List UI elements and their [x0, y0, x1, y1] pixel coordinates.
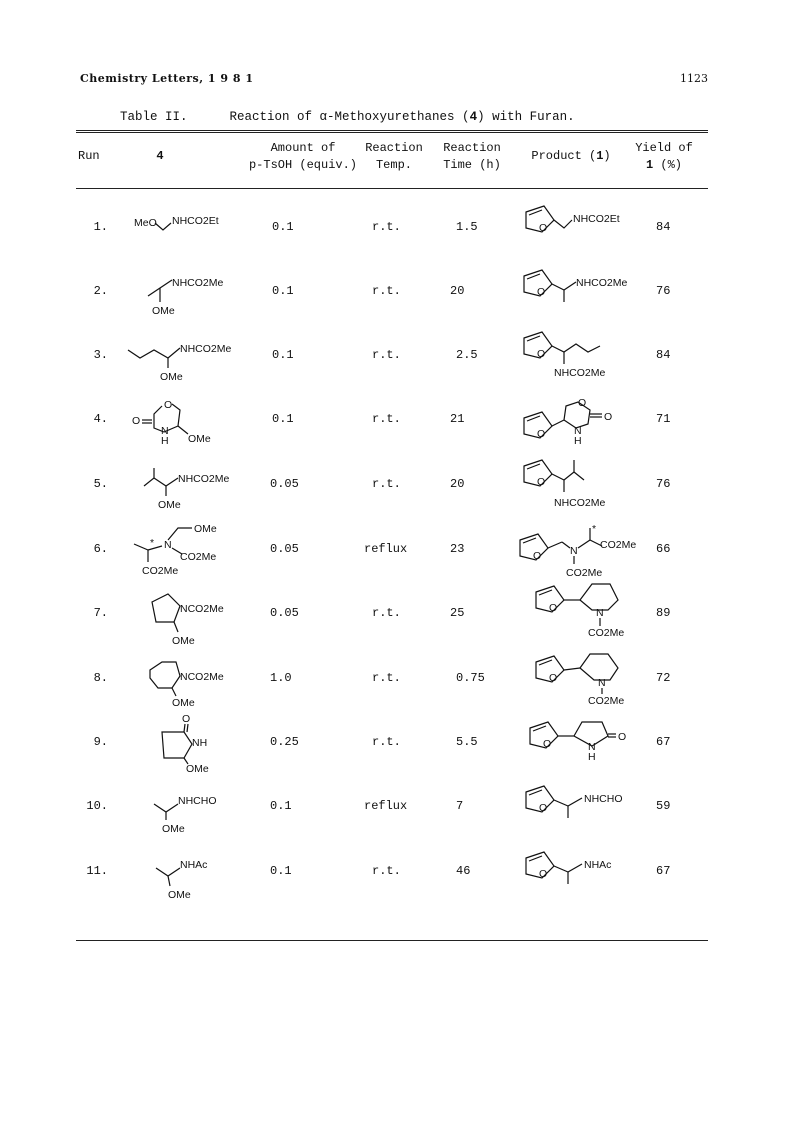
- temp-value: r.t.: [372, 606, 401, 620]
- atom-label: *: [150, 537, 155, 549]
- time-value: 20: [450, 284, 465, 298]
- col-product: [516, 148, 626, 165]
- atom-label: NCO2Me: [180, 671, 224, 683]
- atom-label: NHCHO: [584, 793, 623, 805]
- time-value: 20: [450, 477, 465, 491]
- time-value: 7: [456, 799, 464, 813]
- amount-value: 0.05: [270, 542, 299, 556]
- temp-value: r.t.: [372, 864, 401, 878]
- product-structure: [518, 456, 648, 512]
- table-top-rule: [76, 130, 708, 133]
- time-value: 46: [456, 864, 471, 878]
- caption-label: Table II.: [120, 110, 188, 124]
- atom-label: CO2Me: [180, 551, 217, 563]
- product-structure: [518, 328, 648, 384]
- time-value: 1.5: [456, 220, 478, 234]
- atom-label: N: [161, 425, 169, 437]
- amount-value: 0.1: [270, 799, 292, 813]
- yield-value: 71: [656, 412, 671, 426]
- atom-label: CO2Me: [588, 695, 625, 707]
- atom-label: OMe: [188, 433, 211, 445]
- atom-label: N: [164, 539, 172, 551]
- atom-label: O: [618, 731, 627, 743]
- atom-label: N: [574, 425, 582, 437]
- atom-label: N: [598, 677, 606, 689]
- atom-label: H: [588, 751, 596, 763]
- atom-label: OMe: [172, 635, 195, 647]
- substrate-structure: [140, 588, 250, 648]
- product-structure: [518, 200, 648, 240]
- time-value: 23: [450, 542, 465, 556]
- product-structure: [530, 646, 650, 708]
- atom-label: H: [161, 435, 169, 447]
- atom-label: O: [539, 802, 548, 814]
- yield-value: 84: [656, 220, 671, 234]
- time-value: 2.5: [456, 348, 478, 362]
- temp-value: r.t.: [372, 284, 401, 298]
- time-value: 25: [450, 606, 465, 620]
- atom-label: NHCO2Et: [172, 215, 219, 227]
- product-structure: [518, 266, 648, 310]
- col-yield-line2: [626, 157, 702, 174]
- atom-label: NCO2Me: [180, 603, 224, 615]
- product-structure: [520, 846, 648, 892]
- substrate-structure: [130, 208, 250, 238]
- time-value: 5.5: [456, 735, 478, 749]
- atom-label: NHCO2Me: [554, 497, 606, 509]
- time-value: 21: [450, 412, 465, 426]
- substrate-structure: [148, 790, 250, 836]
- atom-label: N: [596, 607, 604, 619]
- atom-label: O: [537, 428, 546, 440]
- product-structure: [518, 396, 648, 448]
- amount-value: 0.05: [270, 477, 299, 491]
- caption-text-after: ) with Furan.: [477, 110, 575, 124]
- col-yield-compound: 1: [645, 158, 654, 172]
- run-number: 6.: [93, 542, 108, 556]
- atom-label: CO2Me: [600, 539, 637, 551]
- amount-value: 0.25: [270, 735, 299, 749]
- run-number: 4.: [93, 412, 108, 426]
- atom-label: O: [543, 738, 552, 750]
- run-number: 3.: [93, 348, 108, 362]
- col-time-line1: Reaction: [443, 141, 501, 155]
- atom-label: NHAc: [180, 859, 208, 871]
- atom-label: O: [533, 550, 542, 562]
- atom-label: H: [574, 435, 582, 447]
- atom-label: NHCHO: [178, 795, 217, 807]
- col-amount-line1: Amount of: [270, 141, 336, 155]
- run-number: 7.: [93, 606, 108, 620]
- col-time: [434, 140, 510, 174]
- yield-value: 84: [656, 348, 671, 362]
- product-structure: [524, 716, 648, 764]
- col-yield-line1: Yield of: [635, 141, 693, 155]
- page-number: 1123: [680, 72, 708, 85]
- run-number: 9.: [93, 735, 108, 749]
- atom-label: MeO: [134, 217, 157, 229]
- amount-value: 0.1: [272, 284, 294, 298]
- yield-value: 67: [656, 864, 671, 878]
- col-temp-line1: Reaction: [365, 141, 423, 155]
- atom-label: NHCO2Me: [576, 277, 628, 289]
- temp-value: reflux: [364, 799, 408, 813]
- substrate-structure: [140, 466, 250, 516]
- yield-value: 72: [656, 671, 671, 685]
- atom-label: OMe: [172, 697, 195, 709]
- atom-label: NH: [192, 737, 208, 749]
- atom-label: CO2Me: [566, 567, 603, 579]
- product-structure: [514, 518, 648, 582]
- atom-label: O: [537, 286, 546, 298]
- yield-value: 66: [656, 542, 671, 556]
- temp-value: reflux: [364, 542, 408, 556]
- atom-label: OMe: [160, 371, 183, 383]
- temp-value: r.t.: [372, 671, 401, 685]
- run-number: 2.: [93, 284, 108, 298]
- yield-value: 89: [656, 606, 671, 620]
- amount-value: 0.1: [272, 412, 294, 426]
- caption-compound: 4: [469, 110, 478, 124]
- atom-label: OMe: [158, 499, 181, 511]
- yield-value: 59: [656, 799, 671, 813]
- run-number: 11.: [86, 864, 108, 878]
- col-time-line2: Time (h): [443, 158, 501, 172]
- atom-label: O: [164, 399, 173, 411]
- header-rule: [76, 188, 708, 189]
- atom-label: O: [182, 713, 191, 725]
- temp-value: r.t.: [372, 735, 401, 749]
- col-amount-line2: p-TsOH (equiv.): [248, 158, 358, 172]
- col-product-label: Product (: [531, 149, 597, 163]
- time-value: 0.75: [456, 671, 485, 685]
- atom-label: NHAc: [584, 859, 612, 871]
- atom-label: CO2Me: [142, 565, 179, 577]
- amount-value: 1.0: [270, 671, 292, 685]
- run-number: 8.: [93, 671, 108, 685]
- atom-label: O: [539, 222, 548, 234]
- col-temp-line2: Temp.: [375, 158, 412, 172]
- atom-label: O: [132, 415, 141, 427]
- col-temp: [356, 140, 432, 174]
- col-run: Run: [78, 149, 100, 163]
- col-yield: [626, 140, 702, 174]
- journal-header: Chemistry Letters, 1 9 8 1: [80, 72, 254, 85]
- substrate-structure: [140, 276, 250, 320]
- yield-value: 76: [656, 284, 671, 298]
- table-bottom-rule: [76, 940, 708, 941]
- substrate-structure: [140, 656, 250, 712]
- atom-label: O: [578, 397, 587, 409]
- yield-value: 67: [656, 735, 671, 749]
- atom-label: NHCO2Me: [178, 473, 230, 485]
- atom-label: O: [549, 672, 558, 684]
- atom-label: NHCO2Me: [180, 343, 232, 355]
- atom-label: OMe: [168, 889, 191, 901]
- run-number: 10.: [86, 799, 108, 813]
- temp-value: r.t.: [372, 220, 401, 234]
- atom-label: O: [537, 348, 546, 360]
- atom-label: NHCO2Me: [554, 367, 606, 379]
- atom-label: NHCO2Et: [573, 213, 620, 225]
- atom-label: OMe: [194, 523, 217, 535]
- atom-label: *: [592, 523, 597, 535]
- run-number: 1.: [93, 220, 108, 234]
- atom-label: O: [537, 476, 546, 488]
- temp-value: r.t.: [372, 412, 401, 426]
- atom-label: N: [570, 545, 578, 557]
- atom-label: CO2Me: [588, 627, 625, 639]
- substrate-structure: [128, 518, 250, 580]
- atom-label: OMe: [186, 763, 209, 775]
- amount-value: 0.1: [272, 348, 294, 362]
- col-product-compound: 1: [596, 149, 604, 163]
- substrate-structure: [150, 710, 250, 774]
- temp-value: r.t.: [372, 477, 401, 491]
- product-structure: [520, 780, 648, 826]
- amount-value: 0.05: [270, 606, 299, 620]
- col-amount: [238, 140, 368, 174]
- substrate-structure: [124, 340, 250, 386]
- atom-label: NHCO2Me: [172, 277, 224, 289]
- atom-label: OMe: [162, 823, 185, 835]
- temp-value: r.t.: [372, 348, 401, 362]
- atom-label: OMe: [152, 305, 175, 317]
- atom-label: N: [588, 741, 596, 753]
- table-caption: [120, 110, 575, 124]
- atom-label: O: [549, 602, 558, 614]
- col-product-close: ): [603, 149, 611, 163]
- col-substrate: 4: [156, 149, 164, 163]
- amount-value: 0.1: [270, 864, 292, 878]
- caption-text-before: Reaction of α-Methoxyurethanes (: [229, 110, 470, 124]
- yield-value: 76: [656, 477, 671, 491]
- amount-value: 0.1: [272, 220, 294, 234]
- run-number: 5.: [93, 477, 108, 491]
- substrate-structure: [152, 854, 250, 904]
- product-structure: [530, 576, 650, 642]
- col-yield-unit: (%): [660, 158, 682, 172]
- substrate-structure: [128, 396, 250, 448]
- atom-label: O: [604, 411, 613, 423]
- atom-label: O: [539, 868, 548, 880]
